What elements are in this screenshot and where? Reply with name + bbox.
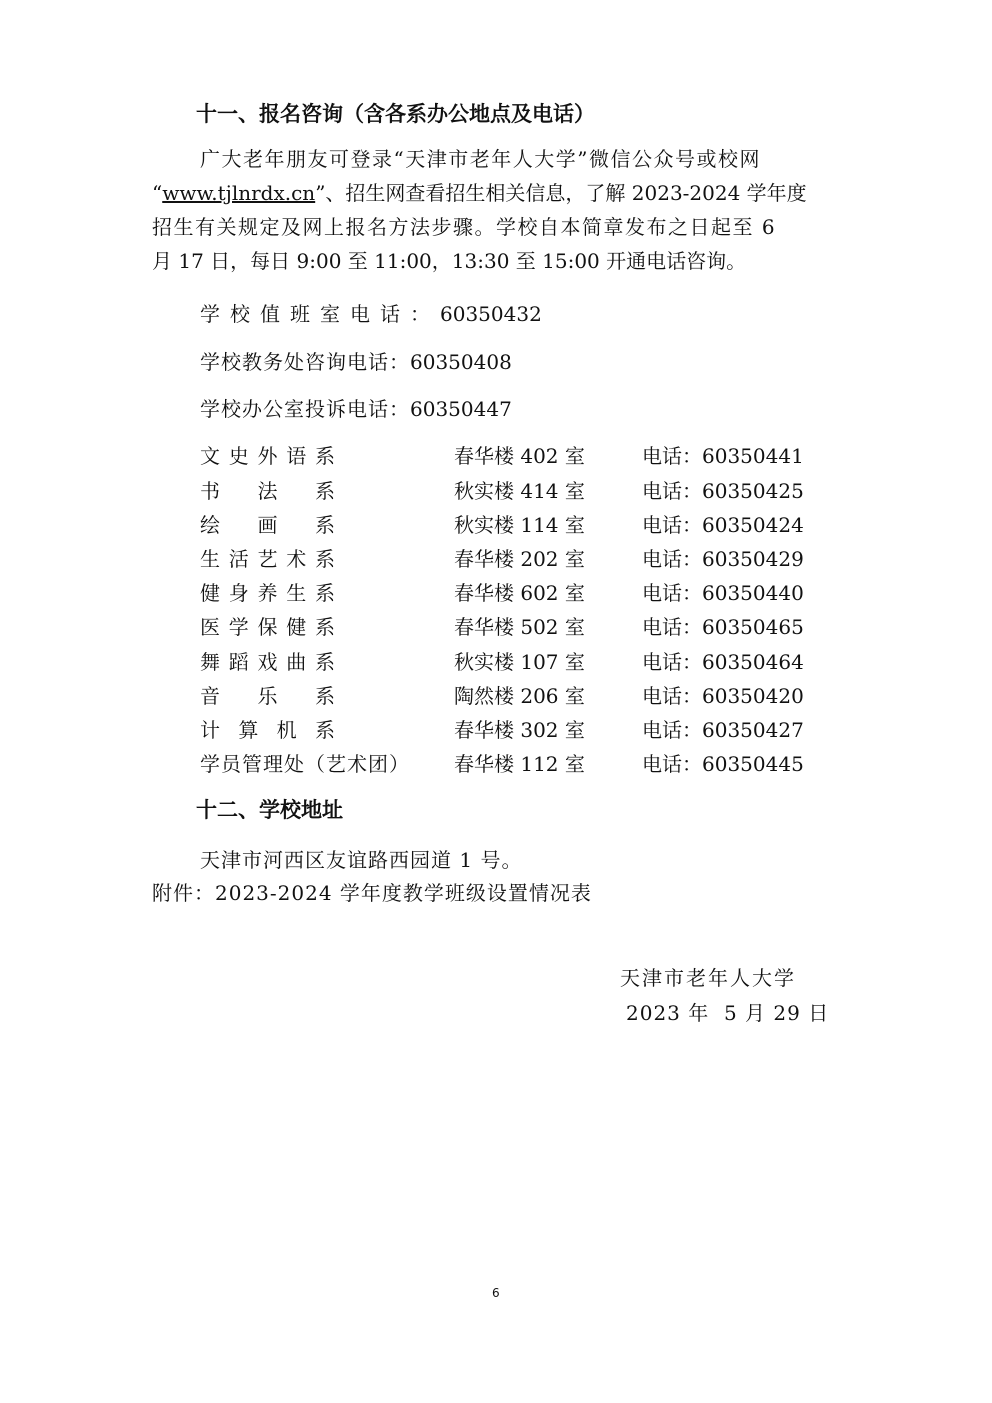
department-name: 计算机系 (200, 718, 335, 742)
department-room: 陶然楼 206 室 (454, 684, 585, 708)
department-phone: 电话：60350429 (642, 547, 804, 571)
department-phone: 电话：60350465 (642, 615, 804, 639)
school-website-link[interactable]: www.tjlnrdx.cn (162, 181, 316, 205)
department-phone: 电话：60350440 (642, 581, 804, 605)
school-address: 天津市河西区友谊路西园道 1 号。 (200, 848, 523, 872)
intro-paragraph (152, 142, 852, 278)
phone-line-complaint: 学校办公室投诉电话：60350447 (200, 397, 512, 421)
department-name: 书法系 (200, 479, 335, 503)
department-name: 生活艺术系 (200, 547, 335, 571)
para-line-4: 月 17 日，每日 9:00 至 11:00，13:30 至 15:00 开通电话咨询。 (152, 249, 747, 273)
department-room: 秋实楼 114 室 (454, 513, 585, 537)
department-room: 春华楼 112 室 (454, 752, 585, 776)
department-name: 学员管理处（艺术团） (200, 752, 410, 776)
department-name: 健身养生系 (200, 581, 335, 605)
section-11-title: 十一、报名咨询（含各系办公地点及电话） (196, 102, 595, 126)
department-phone: 电话：60350424 (642, 513, 804, 537)
signature-date: 2023 年 5 月 29 日 (626, 1001, 830, 1025)
department-room: 春华楼 402 室 (454, 444, 585, 468)
department-room: 秋实楼 414 室 (454, 479, 585, 503)
department-phone: 电话：60350425 (642, 479, 804, 503)
department-room: 春华楼 502 室 (454, 615, 585, 639)
department-room: 秋实楼 107 室 (454, 650, 585, 674)
department-phone: 电话：60350464 (642, 650, 804, 674)
department-room: 春华楼 302 室 (454, 718, 585, 742)
section-12-title: 十二、学校地址 (196, 798, 343, 822)
attachment-line: 附件：2023-2024 学年度教学班级设置情况表 (152, 881, 592, 905)
phone-line-duty: 学校值班室电话：60350432 (200, 302, 542, 326)
department-name: 音乐系 (200, 684, 335, 708)
para-line-1: 广大老年朋友可登录“天津市老年人大学”微信公众号或校网 (200, 147, 761, 171)
department-name: 医学保健系 (200, 615, 335, 639)
phone-line-academic: 学校教务处咨询电话：60350408 (200, 350, 512, 374)
department-name: 文史外语系 (200, 444, 335, 468)
signature-org: 天津市老年人大学 (620, 966, 796, 990)
department-phone: 电话：60350427 (642, 718, 804, 742)
page-number: 6 (492, 1286, 500, 1300)
department-room: 春华楼 202 室 (454, 547, 585, 571)
para-line-3: 招生有关规定及网上报名方法步骤。学校自本简章发布之日起至 6 (152, 215, 777, 239)
department-phone: 电话：60350445 (642, 752, 804, 776)
department-room: 春华楼 602 室 (454, 581, 585, 605)
para-line-2: “www.tjlnrdx.cn”、招生网查看招生相关信息，了解 2023-2024 学年度 (152, 181, 807, 205)
department-name: 绘画系 (200, 513, 335, 537)
department-phone: 电话：60350441 (642, 444, 804, 468)
department-phone: 电话：60350420 (642, 684, 804, 708)
department-name: 舞蹈戏曲系 (200, 650, 335, 674)
